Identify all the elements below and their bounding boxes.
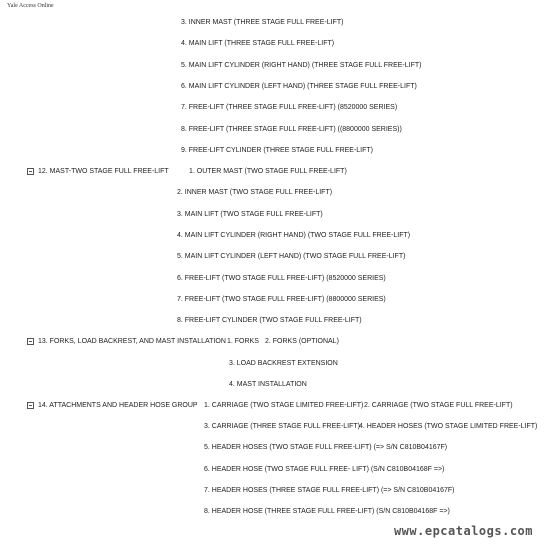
link-inner-mast-two-stage[interactable]: 2. INNER MAST (TWO STAGE FULL FREE-LIFT) (177, 189, 333, 196)
collapse-toggle-icon[interactable] (27, 402, 34, 409)
section-13-title[interactable]: 13. FORKS, LOAD BACKREST, AND MAST INSTALLATION (38, 338, 226, 345)
link-header-hose-three-stage-late[interactable]: 8. HEADER HOSE (THREE STAGE FULL FREE-LIFT) (S/N C810B04168F =>) (204, 508, 450, 515)
section-13-heading (27, 337, 226, 346)
link-free-lift-8520000-two-stage[interactable]: 6. FREE-LIFT (TWO STAGE FULL FREE-LIFT) (8520000 SERIES) (177, 275, 386, 282)
collapse-toggle-icon[interactable] (27, 338, 34, 345)
page-header-title: Yale Access Online (7, 3, 54, 9)
section-14-heading (27, 401, 198, 410)
link-header-hoses-two-stage-limited[interactable]: 4. HEADER HOSES (TWO STAGE LIMITED FREE-LIFT) (359, 423, 538, 430)
link-main-lift-cyl-lh-two-stage[interactable]: 5. MAIN LIFT CYLINDER (LEFT HAND) (TWO STAGE FULL FREE-LIFT) (177, 253, 406, 260)
link-forks[interactable]: 1. FORKS (227, 338, 259, 345)
link-main-lift-cyl-lh-three-stage[interactable]: 6. MAIN LIFT CYLINDER (LEFT HAND) (THREE STAGE FULL FREE-LIFT) (181, 83, 417, 90)
link-free-lift-8800000-two-stage[interactable]: 7. FREE-LIFT (TWO STAGE FULL FREE-LIFT) (8800000 SERIES) (177, 296, 386, 303)
link-header-hose-two-stage-full-late[interactable]: 6. HEADER HOSE (TWO STAGE FULL FREE- LIFT) (S/N C810B04168F =>) (204, 466, 445, 473)
watermark: www.epcatalogs.com (393, 524, 533, 538)
link-free-lift-cyl-three-stage[interactable]: 9. FREE-LIFT CYLINDER (THREE STAGE FULL FREE-LIFT) (181, 147, 374, 154)
link-carriage-two-stage-full[interactable]: 2. CARRIAGE (TWO STAGE FULL FREE-LIFT) (364, 402, 513, 409)
link-free-lift-8520000-three-stage[interactable]: 7. FREE-LIFT (THREE STAGE FULL FREE-LIFT) (8520000 SERIES) (181, 104, 398, 111)
section-14-title[interactable]: 14. ATTACHMENTS AND HEADER HOSE GROUP (38, 402, 198, 409)
section-12-heading (27, 167, 169, 176)
link-load-backrest-extension[interactable]: 3. LOAD BACKREST EXTENSION (229, 360, 338, 367)
link-mast-installation[interactable]: 4. MAST INSTALLATION (229, 381, 307, 388)
link-header-hoses-two-stage-full-early[interactable]: 5. HEADER HOSES (TWO STAGE FULL FREE-LIFT) (=> S/N C810B04167F) (204, 444, 448, 451)
link-free-lift-cyl-two-stage[interactable]: 8. FREE-LIFT CYLINDER (TWO STAGE FULL FREE-LIFT) (177, 317, 362, 324)
link-inner-mast-three-stage[interactable]: 3. INNER MAST (THREE STAGE FULL FREE-LIFT) (181, 19, 344, 26)
collapse-toggle-icon[interactable] (27, 168, 34, 175)
link-main-lift-cyl-rh-three-stage[interactable]: 5. MAIN LIFT CYLINDER (RIGHT HAND) (THREE STAGE FULL FREE-LIFT) (181, 62, 422, 69)
link-carriage-three-stage-full[interactable]: 3. CARRIAGE (THREE STAGE FULL FREE-LIFT) (204, 423, 360, 430)
section-12-title[interactable]: 12. MAST-TWO STAGE FULL FREE-LIFT (38, 168, 169, 175)
link-outer-mast-two-stage[interactable]: 1. OUTER MAST (TWO STAGE FULL FREE-LIFT) (189, 168, 347, 175)
link-carriage-two-stage-limited[interactable]: 1. CARRIAGE (TWO STAGE LIMITED FREE-LIFT) (204, 402, 364, 409)
link-main-lift-cyl-rh-two-stage[interactable]: 4. MAIN LIFT CYLINDER (RIGHT HAND) (TWO STAGE FULL FREE-LIFT) (177, 232, 411, 239)
link-free-lift-8800000-three-stage[interactable]: 8. FREE-LIFT (THREE STAGE FULL FREE-LIFT) ((8800000 SERIES)) (181, 126, 402, 133)
link-main-lift-three-stage[interactable]: 4. MAIN LIFT (THREE STAGE FULL FREE-LIFT) (181, 40, 335, 47)
link-forks-optional[interactable]: 2. FORKS (OPTIONAL) (265, 338, 339, 345)
link-header-hoses-three-stage-early[interactable]: 7. HEADER HOSES (THREE STAGE FULL FREE-LIFT) (=> S/N C810B04167F) (204, 487, 455, 494)
link-main-lift-two-stage[interactable]: 3. MAIN LIFT (TWO STAGE FULL FREE-LIFT) (177, 211, 323, 218)
